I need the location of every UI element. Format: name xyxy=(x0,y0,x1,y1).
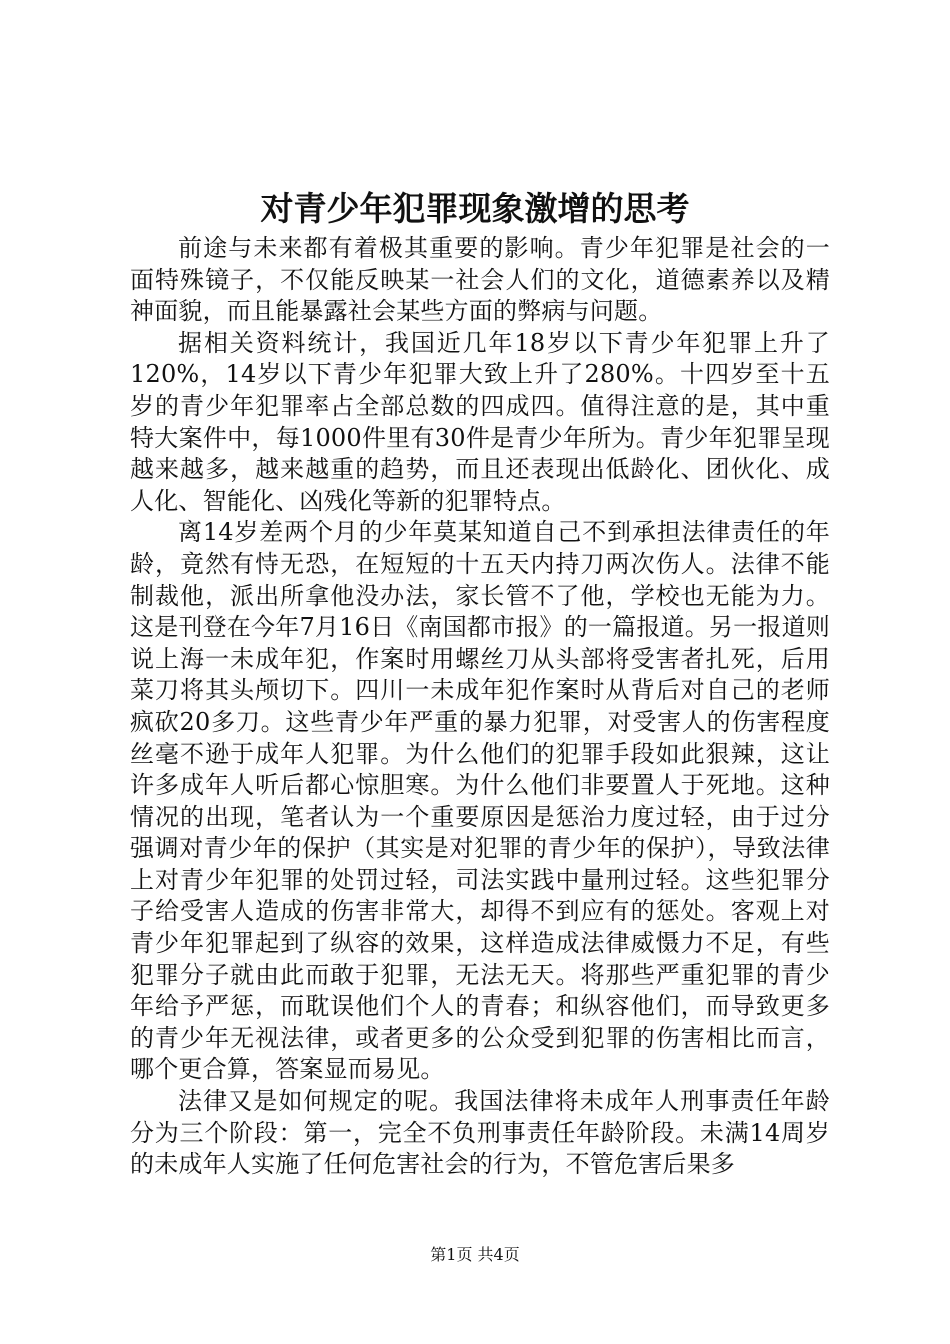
paragraph-case-examples: 离14岁差两个月的少年莫某知道自己不到承担法律责任的年龄，竟然有恃无恐，在短短的十五天内持刀两次伤人。法律不能制裁他，派出所拿他没办法，家长管不了他，学校也无能为力。这是刊登在今年7月16日《南国都市报》的一篇报道。另一报道则说上海一未成年犯，作案时用螺丝刀从头部将受害者扎死，后用菜刀将其头颅切下。四川一未成年犯作案时从背后对自己的老师疯砍20多刀。这些青少年严重的暴力犯罪，对受害人的伤害程度丝毫不逊于成年人犯罪。为什么他们的犯罪手段如此狠辣，这让许多成年人听后都心惊胆寒。为什么他们非要置人于死地。这种情况的出现，笔者认为一个重要原因是惩治力度过轻，由于过分强调对青少年的保护（其实是对犯罪的青少年的保护），导致法律上对青少年犯罪的处罚过轻，司法实践中量刑过轻。这些犯罪分子给受害人造成的伤害非常大，却得不到应有的惩处。客观上对青少年犯罪起到了纵容的效果，这样造成法律威慑力不足，有些犯罪分子就由此而敢于犯罪，无法无天。将那些严重犯罪的青少年给予严惩，而耽误他们个人的青春；和纵容他们，而导致更多的青少年无视法律，或者更多的公众受到犯罪的伤害相比而言，哪个更合算，答案显而易见。 xyxy=(130,518,830,1084)
paragraph-statistics: 据相关资料统计，我国近几年18岁以下青少年犯罪上升了120%，14岁以下青少年犯罪大致上升了280%。十四岁至十五岁的青少年犯罪率占全部总数的四成四。值得注意的是，其中重特大案件中，每1000件里有30件是青少年所为。青少年犯罪呈现越来越多，越来越重的趋势，而且还表现出低龄化、团伙化、成人化、智能化、凶残化等新的犯罪特点。 xyxy=(130,328,830,515)
document-body xyxy=(130,233,830,1181)
document-title: 对青少年犯罪现象激增的思考 xyxy=(260,189,690,228)
paragraph-legal-provisions: 法律又是如何规定的呢。我国法律将未成年人刑事责任年龄分为三个阶段：第一，完全不负刑事责任年龄阶段。未满14周岁的未成年人实施了任何危害社会的行为，不管危害后果多 xyxy=(130,1087,830,1179)
page-number-footer: 第1页 共4页 xyxy=(430,1245,520,1264)
paragraph-intro: 前途与未来都有着极其重要的影响。青少年犯罪是社会的一面特殊镜子，不仅能反映某一社会人们的文化，道德素养以及精神面貌，而且能暴露社会某些方面的弊病与问题。 xyxy=(130,234,830,326)
